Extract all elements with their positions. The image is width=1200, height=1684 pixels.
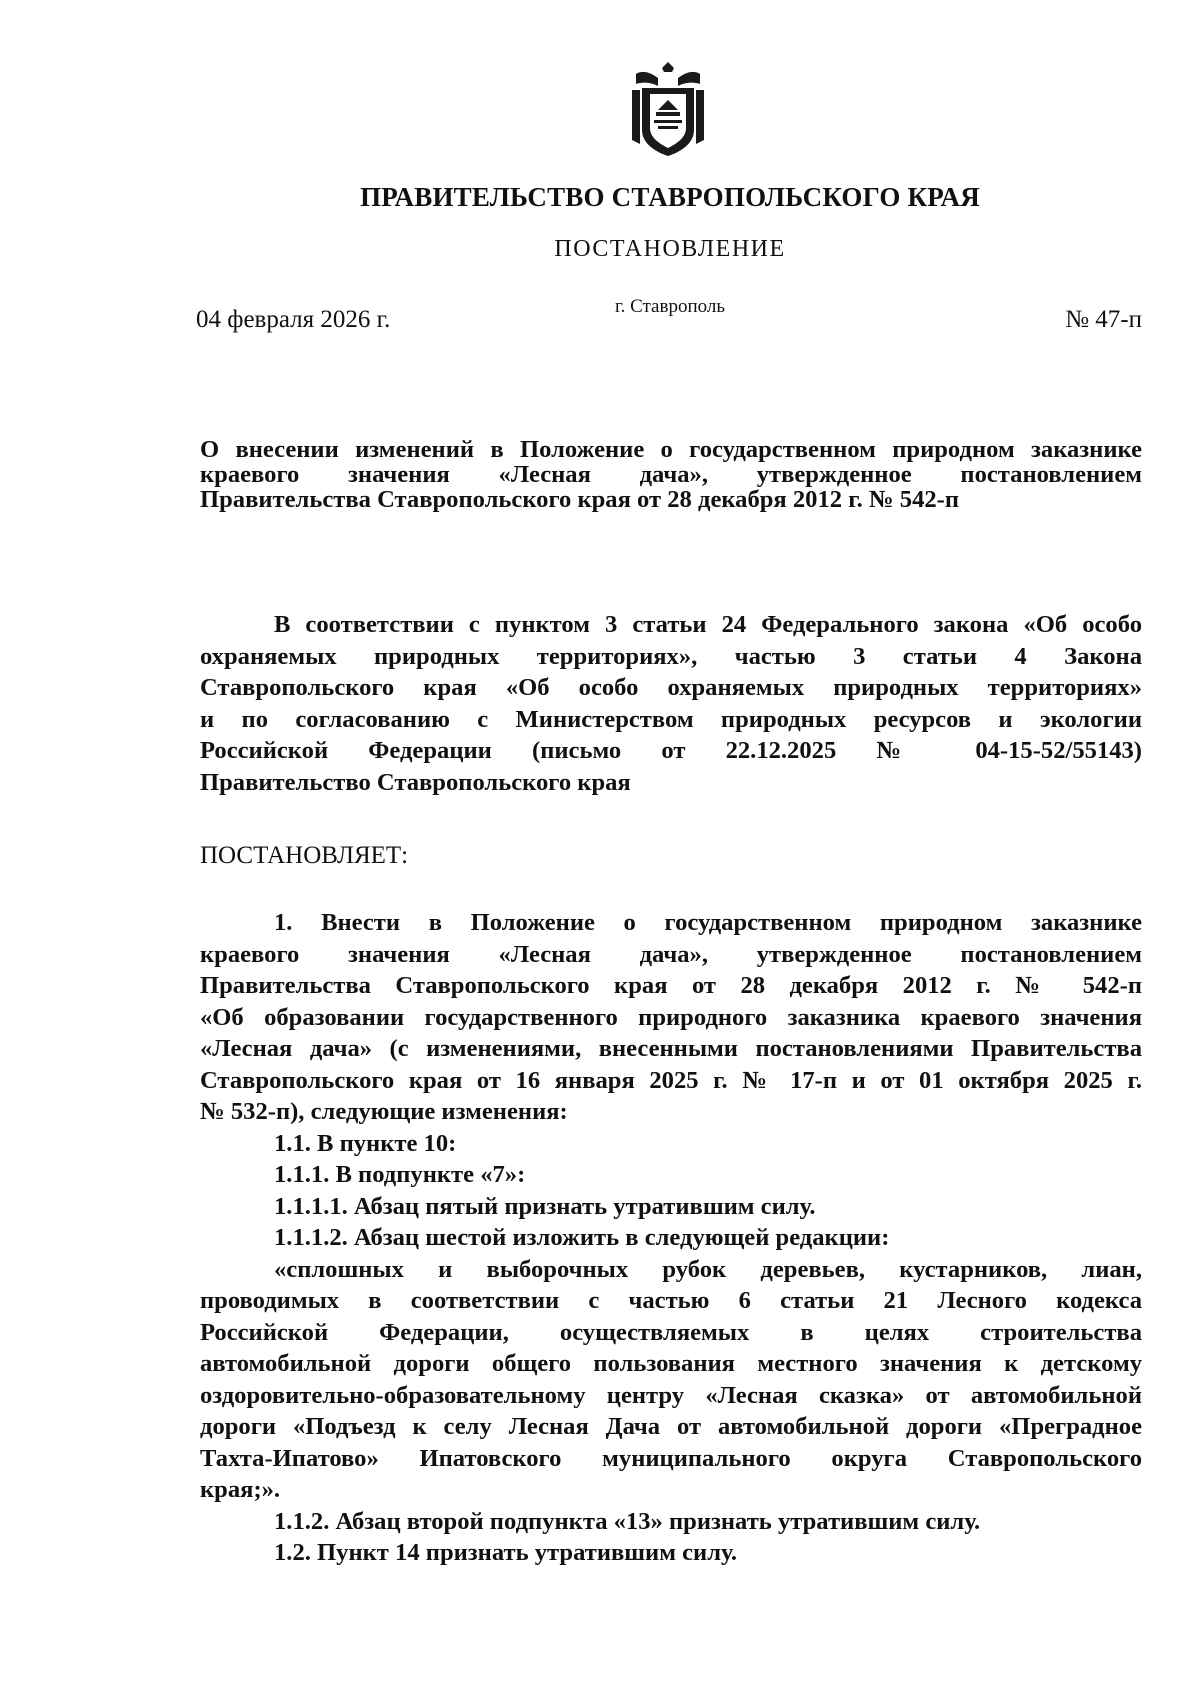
body-line: Российской Федерации, осуществляемых в целях строительства [200,1318,1142,1346]
body-line: 1. Внести в Положение о государственном природном заказнике [274,909,1142,936]
preamble-line: и по согласованию с Министерством природных ресурсов и экологии [200,705,1142,733]
resolves-heading: ПОСТАНОВЛЯЕТ: [200,842,409,869]
document-date: 04 февраля 2026 г. [196,306,391,333]
body-line: № 532-п), следующие изменения: [200,1098,568,1125]
body-line: 1.1.1. В подпункте «7»: [274,1161,526,1188]
body-line: 1.2. Пункт 14 признать утратившим силу. [274,1539,737,1566]
body-line: 1.1. В пункте 10: [274,1129,457,1157]
preamble-line: Правительство Ставропольского края [200,768,631,796]
coat-of-arms-icon [628,60,708,160]
body-line: краевого значения «Лесная дача», утвержденное постановлением [200,940,1142,968]
body-line: оздоровительно-образовательному центру «Лесная сказка» от автомобильной [200,1381,1142,1409]
body-line: 1.1.2. Абзац второй подпункта «13» признать утратившим силу. [274,1507,981,1535]
preamble [200,609,1142,798]
body-line: «Лесная дача» (с изменениями, внесенными постановлениями Правительства [200,1035,1142,1062]
document-type: ПОСТАНОВЛЕНИЕ [554,236,786,262]
preamble-line: Ставропольского края «Об особо охраняемых природных территориях» [200,674,1142,701]
document-number: № 47-п [1065,306,1142,333]
preamble-line: В соответствии с пунктом 3 статьи 24 Федерального закона «Об особо [274,611,1142,638]
document-subject [200,437,1142,512]
body-line: «сплошных и выборочных рубок деревьев, кустарников, лиан, [274,1255,1142,1283]
body-line: Тахта-Ипатово» Ипатовского муниципального округа Ставропольского [200,1444,1142,1472]
document-city: г. Ставрополь [614,296,726,317]
government-title: ПРАВИТЕЛЬСТВО СТАВРОПОЛЬСКОГО КРАЯ [360,182,980,212]
preamble-line: охраняемых природных территориях», частью 3 статьи 4 Закона [200,642,1142,670]
body-line: 1.1.1.1. Абзац пятый признать утратившим силу. [274,1192,816,1220]
body-line: автомобильной дороги общего пользования местного значения к детскому [200,1350,1142,1377]
body-line: дороги «Подъезд к селу Лесная Дача от автомобильной дороги «Преградное [200,1413,1142,1440]
body-line: 1.1.1.2. Абзац шестой изложить в следующей редакции: [274,1224,890,1251]
body-line: проводимых в соответствии с частью 6 статьи 21 Лесного кодекса [200,1287,1142,1314]
preamble-line: Российской Федерации (письмо от 22.12.2025 № 04-15-52/55143) [200,737,1142,764]
subject-line: Правительства Ставропольского края от 28 декабря 2012 г. № 542-п [200,486,960,513]
body-line: Правительства Ставропольского края от 28 декабря 2012 г. № 542-п [200,972,1142,999]
subject-line: О внесении изменений в Положение о государственном природном заказнике [200,436,1142,463]
subject-line: краевого значения «Лесная дача», утвержденное постановлением [200,461,1142,488]
body-line: края;». [200,1476,281,1503]
body-line: Ставропольского края от 16 января 2025 г. № 17-п и от 01 октября 2025 г. [200,1066,1142,1094]
document-body [200,907,1142,1569]
body-line: «Об образовании государственного природного заказника краевого значения [200,1003,1142,1031]
